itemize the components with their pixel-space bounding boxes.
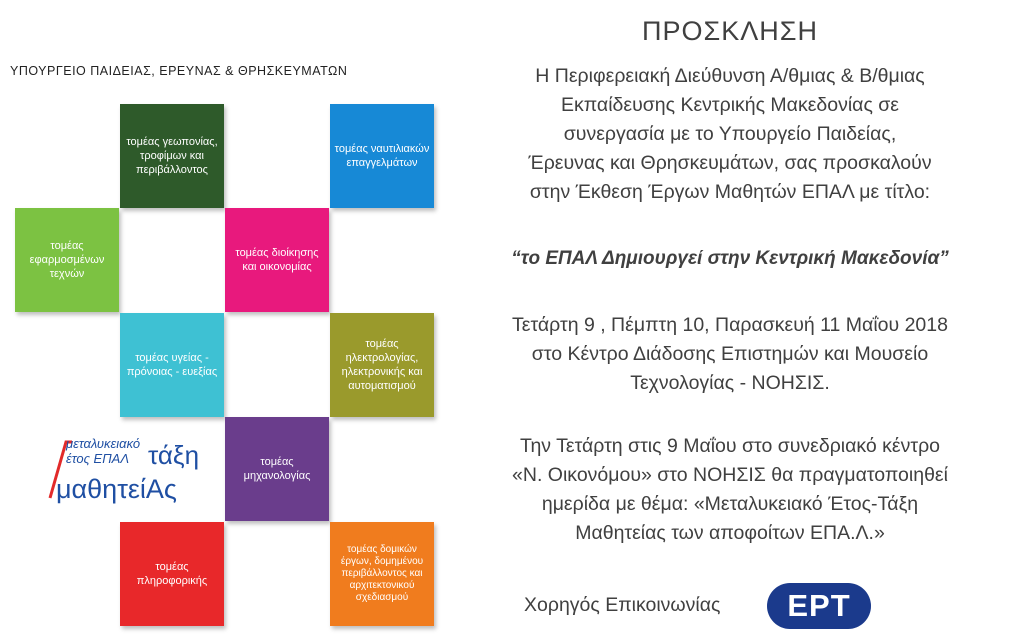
tile-electrical: τομέας ηλεκτρολογίας, ηλεκτρονικής και αυτοματισμού: [330, 313, 434, 417]
tile-construction: τομέας δομικών έργων, δομημένου περιβάλλοντος και αρχιτεκτονικού σχεδιασμού: [330, 522, 434, 626]
seminar-info: [445, 432, 1015, 548]
sponsor-label: Χορηγός Επικοινωνίας: [524, 594, 721, 616]
tile-health: τομέας υγείας - πρόνοιας - ευεξίας: [120, 313, 224, 417]
intro-line: Η Περιφερειακή Διεύθυνση Α/θμιας & Β/θμιας: [535, 65, 925, 87]
dates-line: Τετάρτη 9 , Πέμπτη 10, Παρασκευή 11 Μαΐου 2018: [512, 314, 948, 336]
invitation-title: ΠΡΟΣΚΛΗΣΗ: [642, 16, 818, 46]
dates-line: Τεχνολογίας - ΝΟΗΣΙΣ.: [630, 372, 830, 394]
logo-line-4: μαθητείΑς: [56, 474, 177, 504]
event-dates: [445, 311, 1015, 398]
logo-line-1: μεταλυκειακό: [66, 436, 141, 451]
ert-logo: ΕΡΤ: [767, 583, 871, 629]
seminar-line: «Ν. Οικονόμου» στο ΝΟΗΣΙΣ θα πραγματοποιηθεί: [512, 464, 948, 486]
tile-mechanical: τομέας μηχανολογίας: [225, 417, 329, 521]
intro-line: στην Έκθεση Έργων Μαθητών ΕΠΑΛ με τίτλο:: [529, 181, 931, 203]
event-title: “το ΕΠΑΛ Δημιουργεί στην Κεντρική Μακεδονία”: [511, 248, 949, 269]
seminar-line: ημερίδα με θέμα: «Μεταλυκειακό Έτος-Τάξη: [541, 493, 919, 515]
intro-line: Εκπαίδευσης Κεντρικής Μακεδονίας σε: [561, 94, 899, 116]
apprenticeship-logo: [44, 428, 216, 512]
tile-informatics: τομέας πληροφορικής: [120, 522, 224, 626]
tile-applied-arts: τομέας εφαρμοσμένων τεχνών: [15, 208, 119, 312]
dates-line: στο Κέντρο Διάδοσης Επιστημών και Μουσείο: [531, 343, 929, 365]
tile-maritime: τομέας ναυτιλιακών επαγγελμάτων: [330, 104, 434, 208]
intro-line: Έρευνας και Θρησκευμάτων, σας προσκαλούν: [528, 152, 932, 174]
tile-administration: τομέας διοίκησης και οικονομίας: [225, 208, 329, 312]
logo-line-3: τάξη: [148, 440, 200, 470]
seminar-line: Την Τετάρτη στις 9 Μαΐου στο συνεδριακό κέντρο: [519, 435, 941, 457]
ministry-header: ΥΠΟΥΡΓΕΙΟ ΠΑΙΔΕΙΑΣ, ΕΡΕΥΝΑΣ & ΘΡΗΣΚΕΥΜΑΤΩΝ: [10, 64, 348, 78]
intro-line: συνεργασία με το Υπουργείο Παιδείας,: [563, 123, 897, 145]
seminar-line: Μαθητείας των αποφοίτων ΕΠΑ.Λ.»: [575, 522, 885, 544]
invitation-intro: [445, 62, 1015, 207]
logo-line-2: έτος ΕΠΑΛ: [66, 451, 129, 466]
tile-agriculture: τομέας γεωπονίας, τροφίμων και περιβάλλοντος: [120, 104, 224, 208]
